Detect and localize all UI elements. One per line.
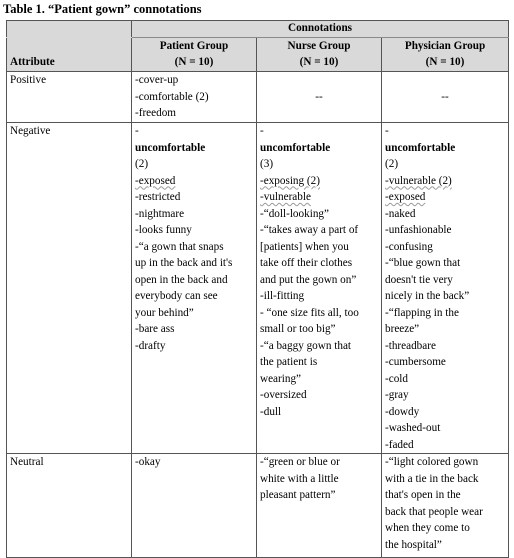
list-item: -drafty [135,339,166,352]
attribute-neutral: Neutral [7,454,132,558]
list-item: -dull [260,405,282,418]
list-item: -okay [135,456,161,468]
list-item: nicely in the back” [385,290,470,302]
list-item: -ill-fitting [260,290,305,302]
attribute-positive: Positive [7,72,132,123]
list-item: -washed-out [385,422,441,434]
neutral-physician-cell [382,454,509,558]
list-item: doesn't tie very [385,273,453,286]
list-item: that's open in the [385,489,461,501]
positive-nurse-cell: -- [257,72,382,123]
list-item: -“flapping in the [385,306,459,319]
list-item: - “one size fits all, too [260,306,359,319]
list-item: -“green or blue or [260,456,340,468]
list-item: -cumbersome [385,356,446,368]
list-item: -exposing (2) [260,174,320,187]
list-item: small or too big” [260,323,336,335]
negative-nurse-cell [257,123,382,454]
list-item: your behind” [135,306,194,319]
list-item: with a tie in the back [385,472,479,485]
neutral-patient-cell [132,454,257,558]
list-item: -naked [385,207,416,220]
list-item: -looks funny [135,224,192,236]
list-item: back that people wear [385,505,483,518]
list-item: -vulnerable (2) [385,174,452,187]
list-item: -comfortable (2) [135,90,209,103]
list-item: up in the back and it's [135,257,233,269]
list-item: -nightmare [135,207,185,220]
header-nurse-group [257,38,382,72]
list-item: -vulnerable [260,191,311,203]
list-item: -unfashionable [385,224,452,236]
list-item: open in the back and [135,273,228,286]
list-item: -“light colored gown [385,456,479,468]
list-item: -threadbare [385,339,436,352]
list-item: -“blue gown that [385,257,461,269]
physician-group-n: (N = 10) [425,56,465,68]
table-header [7,21,509,72]
list-item: -“takes away a part of [260,224,359,236]
patient-group-n: (N = 10) [174,56,214,68]
header-blank-cell [7,21,132,38]
list-item: breeze” [385,323,420,335]
patient-group-name: Patient Group [159,40,229,52]
list-item: -confusing [385,240,433,253]
list-item: - uncomfortable (2) [135,125,206,170]
list-item: -gray [385,389,409,401]
list-item: - uncomfortable (2) [385,125,456,170]
list-item: -oversized [260,389,307,401]
list-item: -cover-up [135,74,179,86]
list-item: everybody can see [135,290,218,302]
nurse-group-n: (N = 10) [299,56,339,68]
list-item: pleasant pattern” [260,489,336,501]
row-neutral [7,454,509,558]
neutral-nurse-cell [257,454,382,558]
list-item: [patients] when you [260,240,349,253]
list-item: -bare ass [135,323,175,335]
list-item: -“doll-looking” [260,207,329,220]
list-item: -exposed [385,191,426,203]
list-item: take off their clothes [260,257,353,269]
header-attribute: Attribute [7,38,132,72]
list-item: -freedom [135,107,176,119]
list-item: wearing” [260,372,301,385]
list-item: - uncomfortable (3) [260,125,331,170]
list-item: -“a gown that snaps [135,240,224,253]
list-item: -cold [385,372,408,385]
physician-group-name: Physician Group [404,40,486,52]
header-physician-group [382,38,509,72]
nurse-group-name: Nurse Group [287,40,351,52]
list-item: the hospital” [385,538,442,551]
negative-patient-cell [132,123,257,454]
list-item: -dowdy [385,405,420,418]
attribute-negative: Negative [7,123,132,454]
positive-physician-cell: -- [382,72,509,123]
negative-physician-cell [382,123,509,454]
list-item: the patient is [260,356,318,368]
list-item: and put the gown on” [260,273,357,286]
header-patient-group [132,38,257,72]
header-connotations: Connotations [132,21,509,38]
list-item: -restricted [135,191,181,203]
table-caption: Table 1. “Patient gown” connotations [3,2,202,16]
row-negative [7,123,509,454]
connotations-table [6,20,509,558]
list-item: when they come to [385,522,470,534]
positive-patient-cell [132,72,257,123]
list-item: -exposed [135,174,176,187]
row-positive [7,72,509,123]
list-item: -“a baggy gown that [260,339,352,352]
list-item: white with a little [260,472,339,485]
list-item: -faded [385,438,414,451]
